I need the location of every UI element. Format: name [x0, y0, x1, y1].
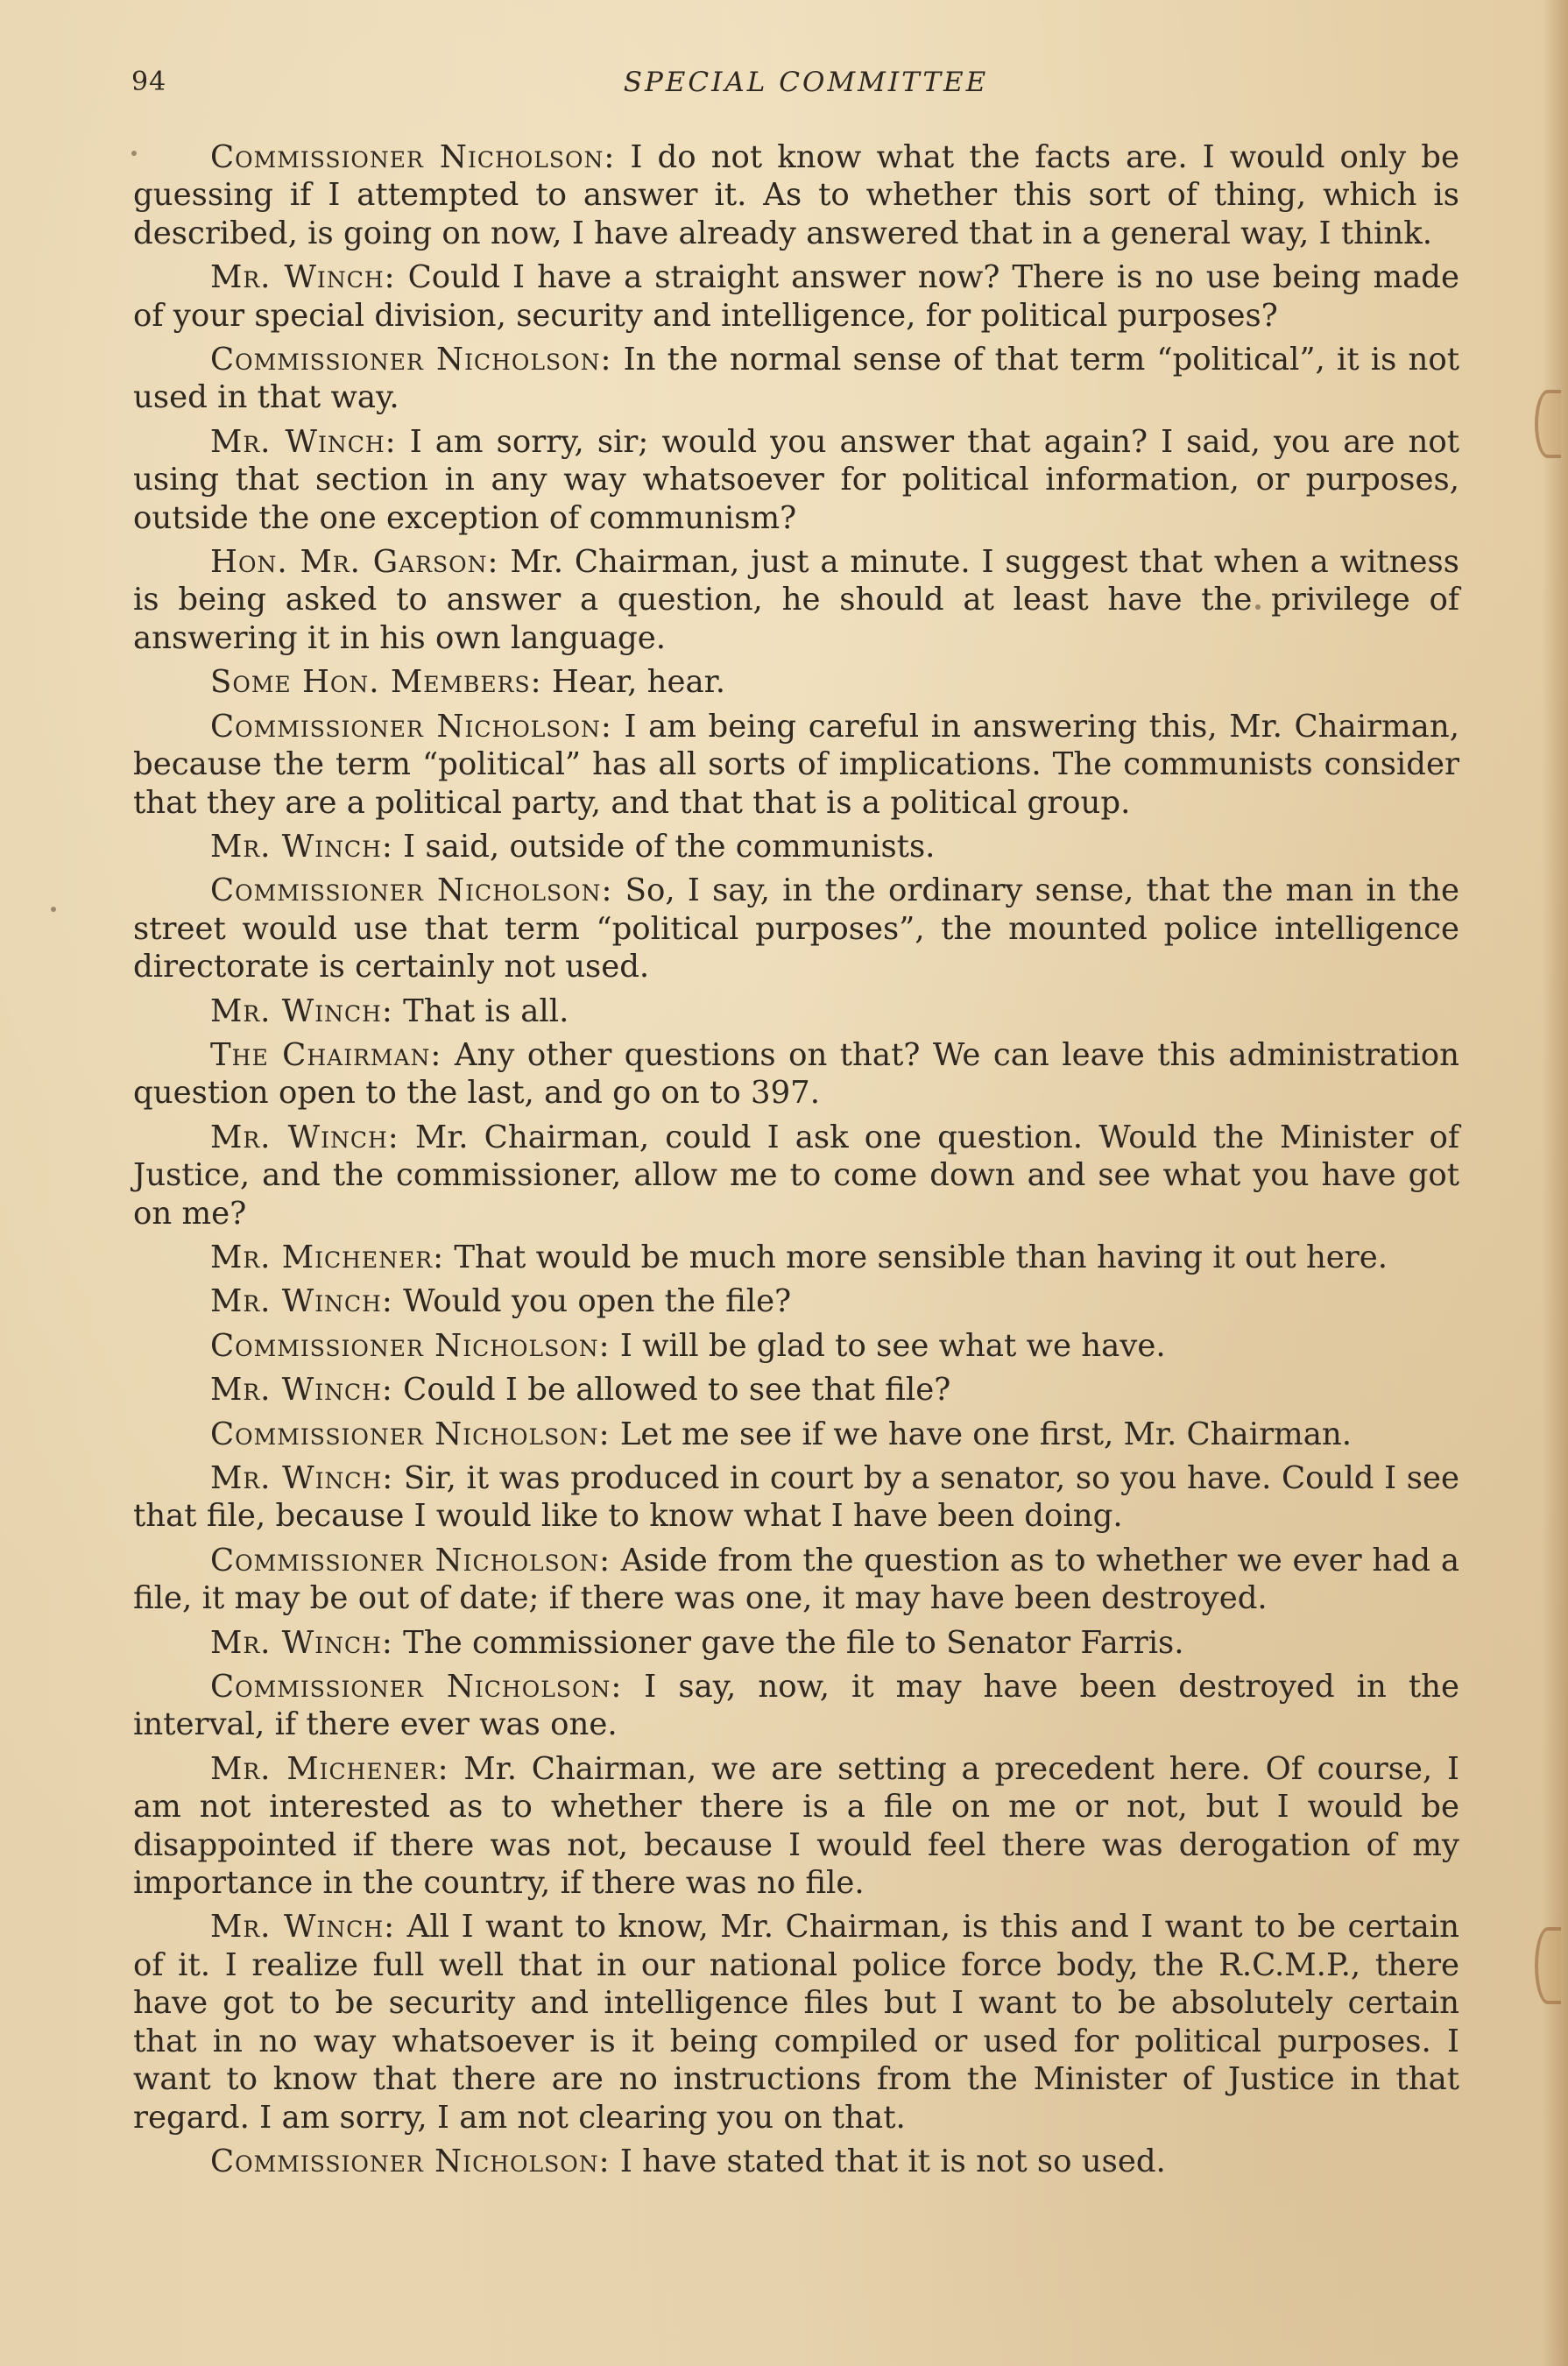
speaker-name: Mr. Winch:: [210, 1119, 399, 1155]
speaker-name: Commissioner Nicholson:: [210, 1416, 611, 1452]
speech-text: I said, outside of the communists.: [392, 828, 936, 865]
speech-text: All I want to know, Mr. Chairman, is this and I want to be certain of it. I realize full well that in our national police force body, the R.C.M.P., there have got to be security and intelligence files but I want to be absolutely certain that in no way whatsoever is it being compiled or used for political purposes. I want to know that there are no instructions from the Minister of Justice in that regard. I am sorry, I am not clearing you on that.: [133, 1909, 1460, 2136]
transcript-paragraph: [133, 138, 1459, 252]
speaker-name: Mr. Michener:: [210, 1239, 445, 1275]
transcript-paragraph: [133, 708, 1459, 822]
page-header: [131, 67, 1463, 105]
speech-text: Mr. Chairman, we are setting a precedent here. Of course, I am not interested as to whether there is a file on me or not, but I would be disappointed if there was not, because I would feel there was derogation of my importance in the country, if there was no file.: [133, 1750, 1460, 1902]
transcript-paragraph: [133, 2143, 1459, 2180]
transcript-paragraph: [133, 1624, 1459, 1662]
speech-text: Hear, hear.: [541, 664, 726, 701]
speech-text: I have stated that it is not so used.: [610, 2143, 1166, 2179]
running-title: SPECIAL COMMITTEE: [623, 67, 989, 98]
transcript-paragraph: [133, 663, 1459, 701]
speech-text: Could I be allowed to see that file?: [392, 1372, 951, 1409]
transcript-paragraph: [133, 872, 1459, 985]
speech-text: Mr. Chairman, could I ask one question. Would the Minister of Justice, and the commissioner, allow me to come down and see what you have got on me?: [133, 1119, 1459, 1232]
speaker-name: Commissioner Nicholson:: [210, 342, 612, 378]
speaker-name: Mr. Winch:: [210, 423, 397, 460]
speech-text: I do not know what the facts are. I would only be guessing if I attempted to answer it. As to whether this sort of thing, which is described, is going on now, I have already answered that in a general way, I think.: [133, 139, 1459, 251]
speech-text: Sir, it was produced in court by a senator, so you have. Could I see that file, because I would like to know what I have been doing.: [133, 1460, 1460, 1535]
speaker-name: Mr. Winch:: [210, 1909, 396, 1946]
transcript-paragraph: [133, 341, 1459, 417]
page-edge-shadow: [1542, 0, 1568, 2366]
page-number: 94: [131, 67, 167, 97]
speaker-name: Commissioner Nicholson:: [210, 1669, 623, 1706]
transcript-paragraph: [133, 1750, 1459, 1903]
transcript-paragraph: [133, 1119, 1459, 1232]
transcript-paragraph: [133, 543, 1459, 657]
transcript-paragraph: [133, 258, 1459, 335]
speech-text: I will be glad to see what we have.: [610, 1327, 1166, 1364]
transcript-paragraph: [133, 992, 1459, 1030]
transcript-body: [133, 138, 1459, 2186]
speaker-name: Some Hon. Members:: [210, 664, 542, 701]
transcript-paragraph: [133, 1908, 1459, 2136]
speaker-name: Mr. Winch:: [210, 828, 393, 865]
speech-text: I am sorry, sir; would you answer that again? I said, you are not using that section in any way whatsoever for political information, or purposes, outside the one exception of communism?: [133, 423, 1459, 536]
speaker-name: Commissioner Nicholson:: [210, 1542, 611, 1579]
transcript-paragraph: [133, 423, 1459, 537]
speech-text: Aside from the question as to whether we ever had a file, it may be out of date; if there was one, it may have been destroyed.: [133, 1542, 1459, 1617]
transcript-paragraph: [133, 1327, 1459, 1365]
speech-text: I say, now, it may have been destroyed in the interval, if there ever was one.: [133, 1669, 1459, 1743]
transcript-paragraph: [133, 1542, 1459, 1618]
speech-text: That is all.: [392, 992, 569, 1029]
transcript-paragraph: [133, 1371, 1459, 1409]
speech-text: I am being careful in answering this, Mr. Chairman, because the term “political” has all sorts of implications. The communists consider that they are a political party, and that that is a political group.: [133, 708, 1459, 821]
margin-stain: [1535, 390, 1561, 458]
speaker-name: Commissioner Nicholson:: [210, 139, 616, 175]
speaker-name: Mr. Winch:: [210, 259, 396, 296]
transcript-paragraph: [133, 828, 1459, 865]
transcript-paragraph: [133, 1668, 1459, 1744]
speech-text: Could I have a straight answer now? There is no use being made of your special division, security and intelligence, for political purposes?: [133, 259, 1460, 334]
speaker-name: Commissioner Nicholson:: [210, 708, 612, 745]
transcript-paragraph: [133, 1239, 1459, 1276]
speaker-name: Mr. Winch:: [210, 1460, 394, 1496]
speaker-name: Mr. Winch:: [210, 1372, 393, 1409]
speaker-name: The Chairman:: [210, 1036, 442, 1073]
transcript-paragraph: [133, 1036, 1459, 1112]
transcript-paragraph: [133, 1459, 1459, 1536]
margin-stain: [1535, 1927, 1561, 2004]
speaker-name: Mr. Winch:: [210, 992, 393, 1029]
speech-text: So, I say, in the ordinary sense, that the man in the street would use that term “political purposes”, the mounted police intelligence directorate is certainly not used.: [133, 872, 1459, 985]
speech-text: That would be much more sensible than having it out here.: [444, 1239, 1388, 1275]
speaker-name: Mr. Winch:: [210, 1283, 393, 1320]
speech-text: In the normal sense of that term “political”, it is not used in that way.: [133, 342, 1459, 416]
speech-text: Mr. Chairman, just a minute. I suggest that when a witness is being asked to answer a question, he should at least have the privilege of answering it in his own language.: [133, 544, 1459, 656]
speech-text: The commissioner gave the file to Senator Farris.: [392, 1624, 1184, 1661]
speaker-name: Mr. Michener:: [210, 1750, 449, 1787]
speaker-name: Hon. Mr. Garson:: [210, 544, 499, 581]
transcript-paragraph: [133, 1282, 1459, 1320]
speaker-name: Mr. Winch:: [210, 1624, 393, 1661]
speaker-name: Commissioner Nicholson:: [210, 872, 613, 909]
speaker-name: Commissioner Nicholson:: [210, 1327, 611, 1364]
speaker-name: Commissioner Nicholson:: [210, 2143, 611, 2179]
speech-text: Would you open the file?: [392, 1283, 792, 1320]
speech-text: Let me see if we have one first, Mr. Chairman.: [610, 1416, 1353, 1452]
paper-speck: [51, 907, 56, 912]
transcript-paragraph: [133, 1416, 1459, 1453]
speech-text: Any other questions on that? We can leave this administration question open to the last, and go on to 397.: [133, 1036, 1459, 1112]
